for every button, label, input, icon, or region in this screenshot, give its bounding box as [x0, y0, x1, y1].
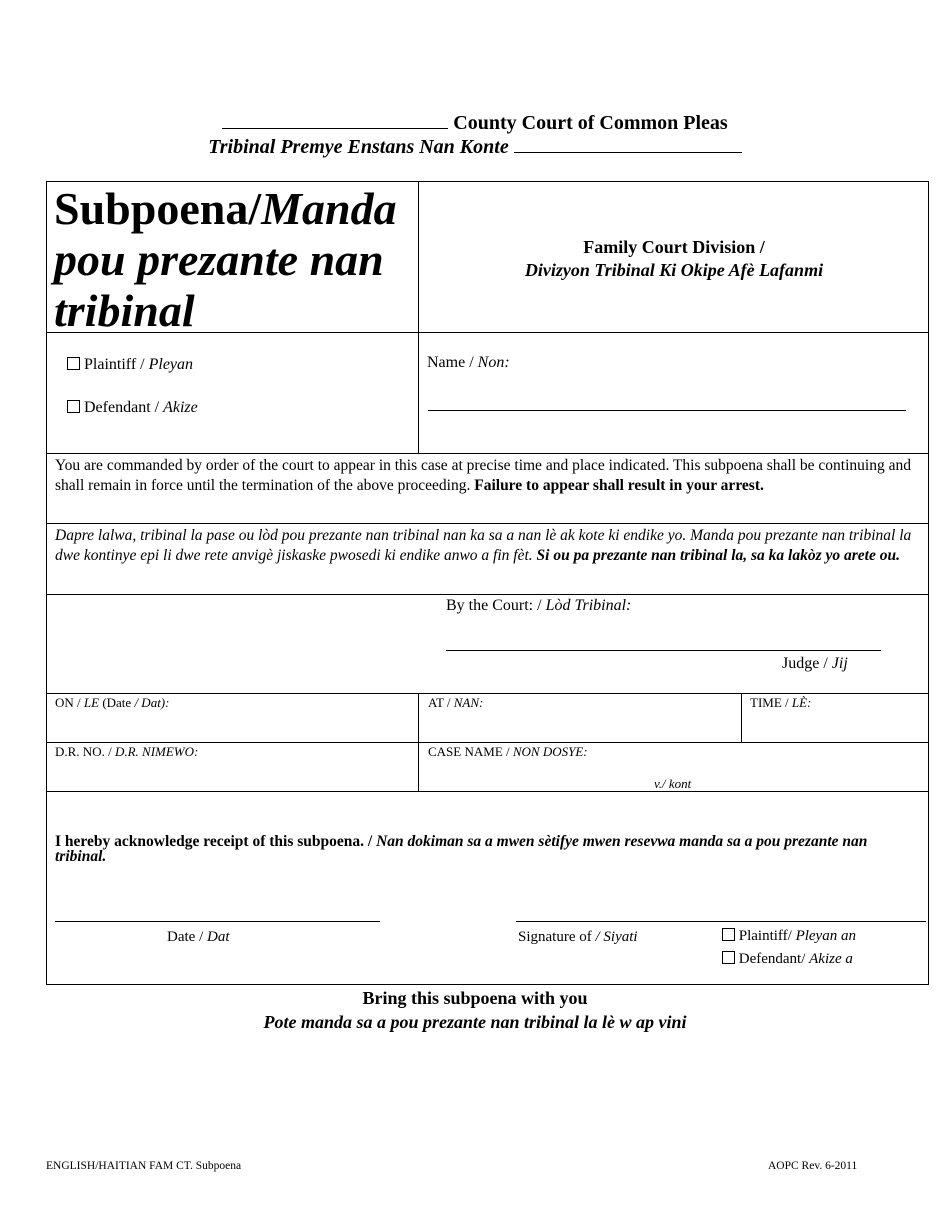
command-ht-warning: Si ou pa prezante nan tribinal la, sa ka lakòz yo arete ou. — [536, 547, 900, 564]
name-field-line[interactable] — [428, 410, 906, 411]
page-title — [54, 183, 414, 336]
divider — [46, 791, 929, 792]
on-label-ht: LE — [83, 695, 100, 710]
command-ht-body: Dapre lalwa, tribinal la pase ou lòd pou prezante nan tribinal nan ka sa a nan lè ak kote ki endike yo. Manda pou prezante nan tribinal la dwe kontinye epi li dwe rete anvigè jiskaske pwosedi ki endike anwo a fin fèt. — [55, 527, 912, 564]
case-name-field[interactable] — [428, 744, 588, 760]
division-ht: Divizyon Tribinal Ki Okipe Afè Lafanmi — [524, 260, 824, 280]
division-en: Family Court Division / — [583, 237, 765, 257]
name-label-ht: Non: — [477, 354, 510, 371]
divider — [46, 523, 929, 524]
at-field[interactable] — [428, 695, 483, 711]
receipt-en: I hereby acknowledge receipt of this subpoena. / — [55, 833, 377, 850]
receipt-defendant-ht: Akize a — [809, 951, 853, 967]
divider — [741, 693, 742, 742]
judge-ht: Jij — [831, 655, 848, 672]
footer-form-name: ENGLISH/HAITIAN FAM CT. Subpoena — [46, 1160, 242, 1172]
bring-subpoena-en: Bring this subpoena with you — [362, 988, 588, 1008]
command-text-ht — [55, 526, 921, 566]
defendant-label: Defendant / — [84, 399, 164, 416]
command-en-body: You are commanded by order of the court to appear in this case at precise time and place indicated. This subpoena shall be continuing and shall remain in force until the termination of the above proceeding. — [55, 457, 911, 494]
receipt-sig-en: Signature of — [518, 929, 596, 945]
receipt-defendant-en: Defendant/ — [738, 951, 810, 967]
plaintiff-label: Plaintiff / — [84, 356, 149, 373]
divider — [46, 453, 929, 454]
by-court-ht: Lòd Tribinal: — [545, 597, 632, 614]
footer-revision: AOPC Rev. 6-2011 — [768, 1160, 858, 1172]
divider — [46, 693, 929, 694]
name-label-en: Name / — [427, 354, 478, 371]
receipt-plaintiff-option — [722, 928, 856, 945]
case-label-en: CASE NAME / — [428, 744, 513, 759]
judge-signature-line[interactable] — [446, 650, 881, 651]
date-label-en: (Date — [99, 695, 135, 710]
receipt-acknowledgement — [55, 834, 921, 864]
defendant-label-ht: Akize — [163, 399, 198, 416]
on-date-field[interactable] — [55, 695, 169, 711]
dr-label-en: D.R. NO. / — [55, 744, 115, 759]
divider — [418, 181, 419, 453]
receipt-date-line[interactable] — [55, 921, 380, 922]
dr-label-ht: D.R. NIMEWO: — [114, 744, 199, 759]
by-court-en: By the Court: / — [446, 597, 546, 614]
court-header-en-text: County Court of Common Pleas — [453, 112, 728, 134]
versus-label: v./ kont — [654, 776, 692, 791]
divider — [46, 742, 929, 743]
court-header-ht-text: Tribinal Premye Enstans Nan Konte — [208, 136, 509, 158]
plaintiff-label-ht: Pleyan — [148, 356, 194, 373]
on-label-en: ON / — [55, 695, 84, 710]
judge-label — [782, 655, 848, 673]
receipt-defendant-checkbox[interactable] — [722, 951, 735, 964]
court-division — [419, 236, 929, 282]
defendant-checkbox[interactable] — [67, 400, 80, 413]
at-label-en: AT / — [428, 695, 454, 710]
case-label-ht: NON DOSYE: — [512, 744, 588, 759]
court-header-en — [0, 112, 950, 135]
title-ht: Manda pou prezante nan tribinal — [54, 183, 397, 336]
court-header-ht — [0, 136, 950, 159]
receipt-plaintiff-ht: Pleyan an — [795, 928, 856, 944]
command-en-warning: Failure to appear shall result in your arrest. — [474, 477, 764, 494]
command-text-en — [55, 456, 921, 496]
county-blank-line-ht — [514, 152, 742, 153]
receipt-date-ht: Dat — [206, 929, 230, 945]
receipt-plaintiff-checkbox[interactable] — [722, 928, 735, 941]
dr-number-field[interactable] — [55, 744, 198, 760]
time-label-en: TIME / — [750, 695, 792, 710]
bring-subpoena-ht: Pote manda sa a pou prezante nan tribinal la lè w ap vini — [263, 1012, 687, 1032]
at-label-ht: NAN: — [453, 695, 484, 710]
plaintiff-option — [67, 356, 193, 374]
receipt-sig-ht: / Siyati — [595, 929, 638, 945]
receipt-date-label — [167, 929, 229, 946]
receipt-defendant-option — [722, 951, 853, 968]
date-label-ht: / Dat): — [134, 695, 170, 710]
receipt-plaintiff-en: Plaintiff/ — [738, 928, 796, 944]
receipt-signature-label — [518, 929, 638, 946]
name-label — [427, 354, 510, 372]
by-the-court-label — [446, 597, 631, 615]
title-en: Subpoena/ — [54, 183, 262, 234]
divider — [46, 594, 929, 595]
receipt-date-en: Date / — [167, 929, 207, 945]
receipt-signature-line[interactable] — [516, 921, 926, 922]
receipt-ht: Nan dokiman sa a mwen sètifye mwen resevwa manda sa a pou prezante nan tribinal. — [55, 833, 868, 865]
county-blank-line — [222, 128, 448, 129]
judge-en: Judge / — [782, 655, 832, 672]
time-field[interactable] — [750, 695, 811, 711]
plaintiff-checkbox[interactable] — [67, 357, 80, 370]
defendant-option — [67, 399, 198, 417]
time-label-ht: LÈ: — [791, 695, 812, 710]
